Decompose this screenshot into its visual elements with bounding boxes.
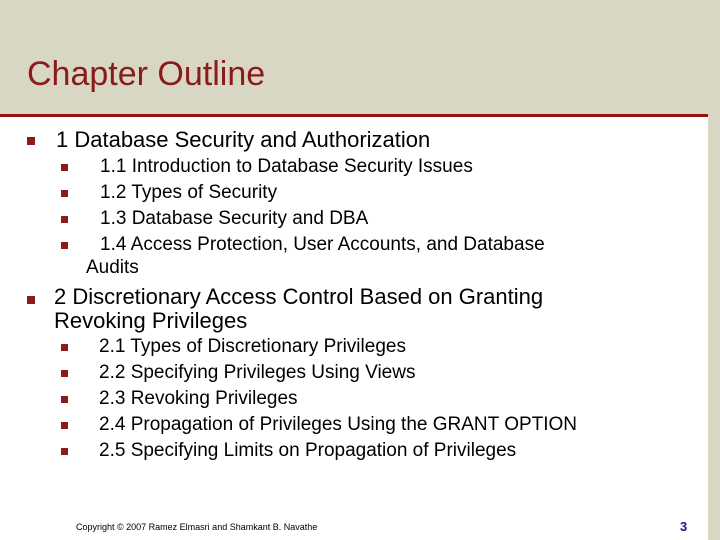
- list-item: 2.2 Specifying Privileges Using Views: [99, 362, 416, 383]
- square-bullet-icon: [61, 344, 68, 351]
- square-bullet-icon: [61, 448, 68, 455]
- list-item: 2.1 Types of Discretionary Privileges: [99, 336, 406, 357]
- header-divider: [0, 114, 720, 117]
- page-number: 3: [680, 519, 688, 534]
- section-2-heading-cont: Revoking Privileges: [54, 308, 248, 333]
- list-item: 1.3 Database Security and DBA: [100, 208, 369, 229]
- square-bullet-icon: [61, 422, 68, 429]
- list-item: 1.4 Access Protection, User Accounts, and Database: [100, 234, 545, 255]
- list-item: 2.3 Revoking Privileges: [99, 388, 298, 409]
- copyright-footer: Copyright © 2007 Ramez Elmasri and Shamkant B. Navathe: [76, 522, 318, 532]
- square-bullet-icon: [61, 242, 68, 249]
- square-bullet-icon: [61, 190, 68, 197]
- square-bullet-icon: [61, 396, 68, 403]
- section-2-heading: 2 Discretionary Access Control Based on Granting: [54, 284, 544, 309]
- section-1-heading: 1 Database Security and Authorization: [56, 127, 431, 152]
- list-item-continuation: Audits: [86, 257, 139, 278]
- list-item: 1.2 Types of Security: [100, 182, 278, 203]
- square-bullet-icon: [61, 216, 68, 223]
- slide-title: Chapter Outline: [27, 55, 266, 93]
- square-bullet-icon: [61, 164, 68, 171]
- list-item: 1.1 Introduction to Database Security Issues: [100, 156, 473, 177]
- list-item: 2.5 Specifying Limits on Propagation of Privileges: [99, 440, 517, 461]
- square-bullet-icon: [61, 370, 68, 377]
- square-bullet-icon: [27, 137, 35, 145]
- right-border: [708, 114, 720, 540]
- square-bullet-icon: [27, 296, 35, 304]
- list-item: 2.4 Propagation of Privileges Using the GRANT OPTION: [99, 414, 578, 435]
